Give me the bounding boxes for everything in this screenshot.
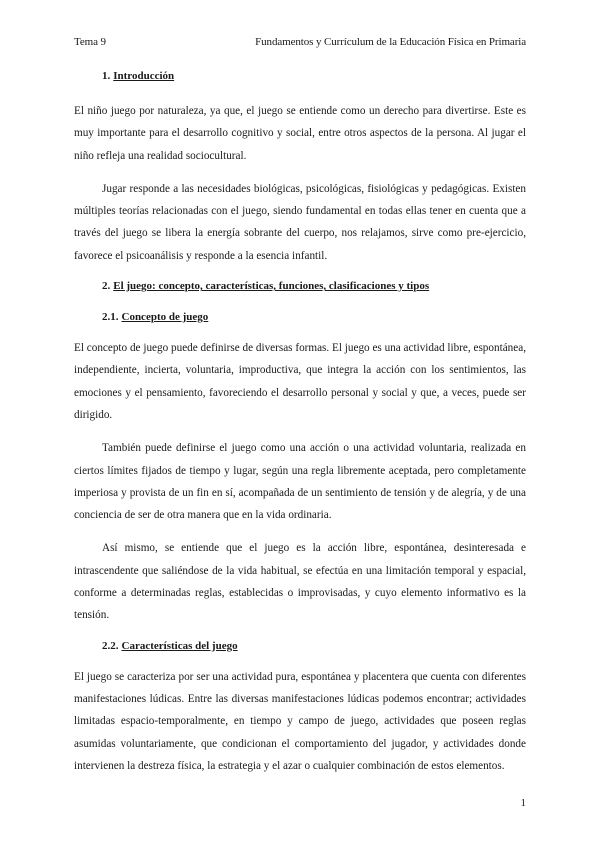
section-1-heading — [102, 68, 526, 84]
section-2-1-paragraph-2: También puede definirse el juego como una acción o una actividad voluntaria, realizada en ciertos límites fijados de tiempo y lugar, según una regla libremente aceptada, pero completamente imperiosa y provista de un fin en sí, acompañada de un sentimiento de tensión y de alegría, y de una conciencia de ser de otra manera que en la vida ordinaria. — [74, 442, 526, 522]
section-2-1-title: Concepto de juego — [121, 311, 209, 324]
section-2-1-number: 2.1. — [102, 311, 119, 324]
section-1-paragraph-2: Jugar responde a las necesidades biológicas, psicológicas, fisiológicas y pedagógicas. Existen múltiples teorías relacionadas con el juego, siendo fundamental en todas ellas tener en cuenta que a través del juego se libera la energía sobrante del cuerpo, nos relajamos, sirve como pre-ejercicio, favorece el psicoanálisis y responde a la esencia infantil. — [74, 182, 526, 262]
section-2-number: 2. — [102, 280, 111, 293]
section-2-2-title: Características del juego — [121, 639, 238, 652]
section-2-1-heading — [102, 309, 526, 325]
section-1-title: Introducción — [113, 70, 175, 82]
section-2-2-number: 2.2. — [102, 639, 119, 652]
section-2-2-heading — [102, 638, 526, 654]
section-2-title: El juego: concepto, características, funciones, clasificaciones y tipos — [113, 280, 430, 293]
section-2-heading — [102, 278, 526, 294]
section-2-2-paragraph-1: El juego se caracteriza por ser una actividad pura, espontánea y placentera que cuenta con diferentes manifestaciones lúdicas. Entre las diversas manifestaciones lúdicas podemos encontrar; actividades limitadas espacio-temporalmente, en tiempo y campo de juego, actividades que poseen reglas asumidas voluntariamente, que condicionan el comportamiento del jugador, y actividades donde intervienen la destreza física, la estrategia y el azar o cualquier combinación de estos elementos. — [74, 670, 526, 772]
section-2-1-paragraph-1: El concepto de juego puede definirse de diversas formas. El juego es una actividad libre, espontánea, independiente, incierta, voluntaria, improductiva, que integra la acción con los sentimientos, las emociones y el pensamiento, favoreciendo el desarrollo personal y social y que, a veces, puede ser dirigido. — [74, 342, 526, 421]
section-2-1-paragraph-3: Así mismo, se entiende que el juego es la acción libre, espontánea, desinteresada e intrascendente que saliéndose de la vida habitual, se efectúa en una limitación temporal y espacial, conforme a determinadas reglas, establecidas o improvisadas, y cuyo elemento informativo es la tensión. — [74, 542, 526, 622]
section-1-paragraph-1: El niño juego por naturaleza, ya que, el juego se entiende como un derecho para divertirse. Este es muy importante para el desarrollo cognitivo y social, entre otros aspectos de la persona. Al jugar el niño refleja una realidad sociocultural. — [74, 105, 526, 162]
header-topic: Tema 9 — [74, 36, 106, 48]
page-number: 1 — [520, 797, 526, 809]
page-body — [74, 68, 526, 777]
header-subject: Fundamentos y Currículum de la Educación Física en Primaria — [255, 36, 526, 48]
section-1-number: 1. — [102, 70, 111, 82]
page-header — [74, 36, 526, 52]
